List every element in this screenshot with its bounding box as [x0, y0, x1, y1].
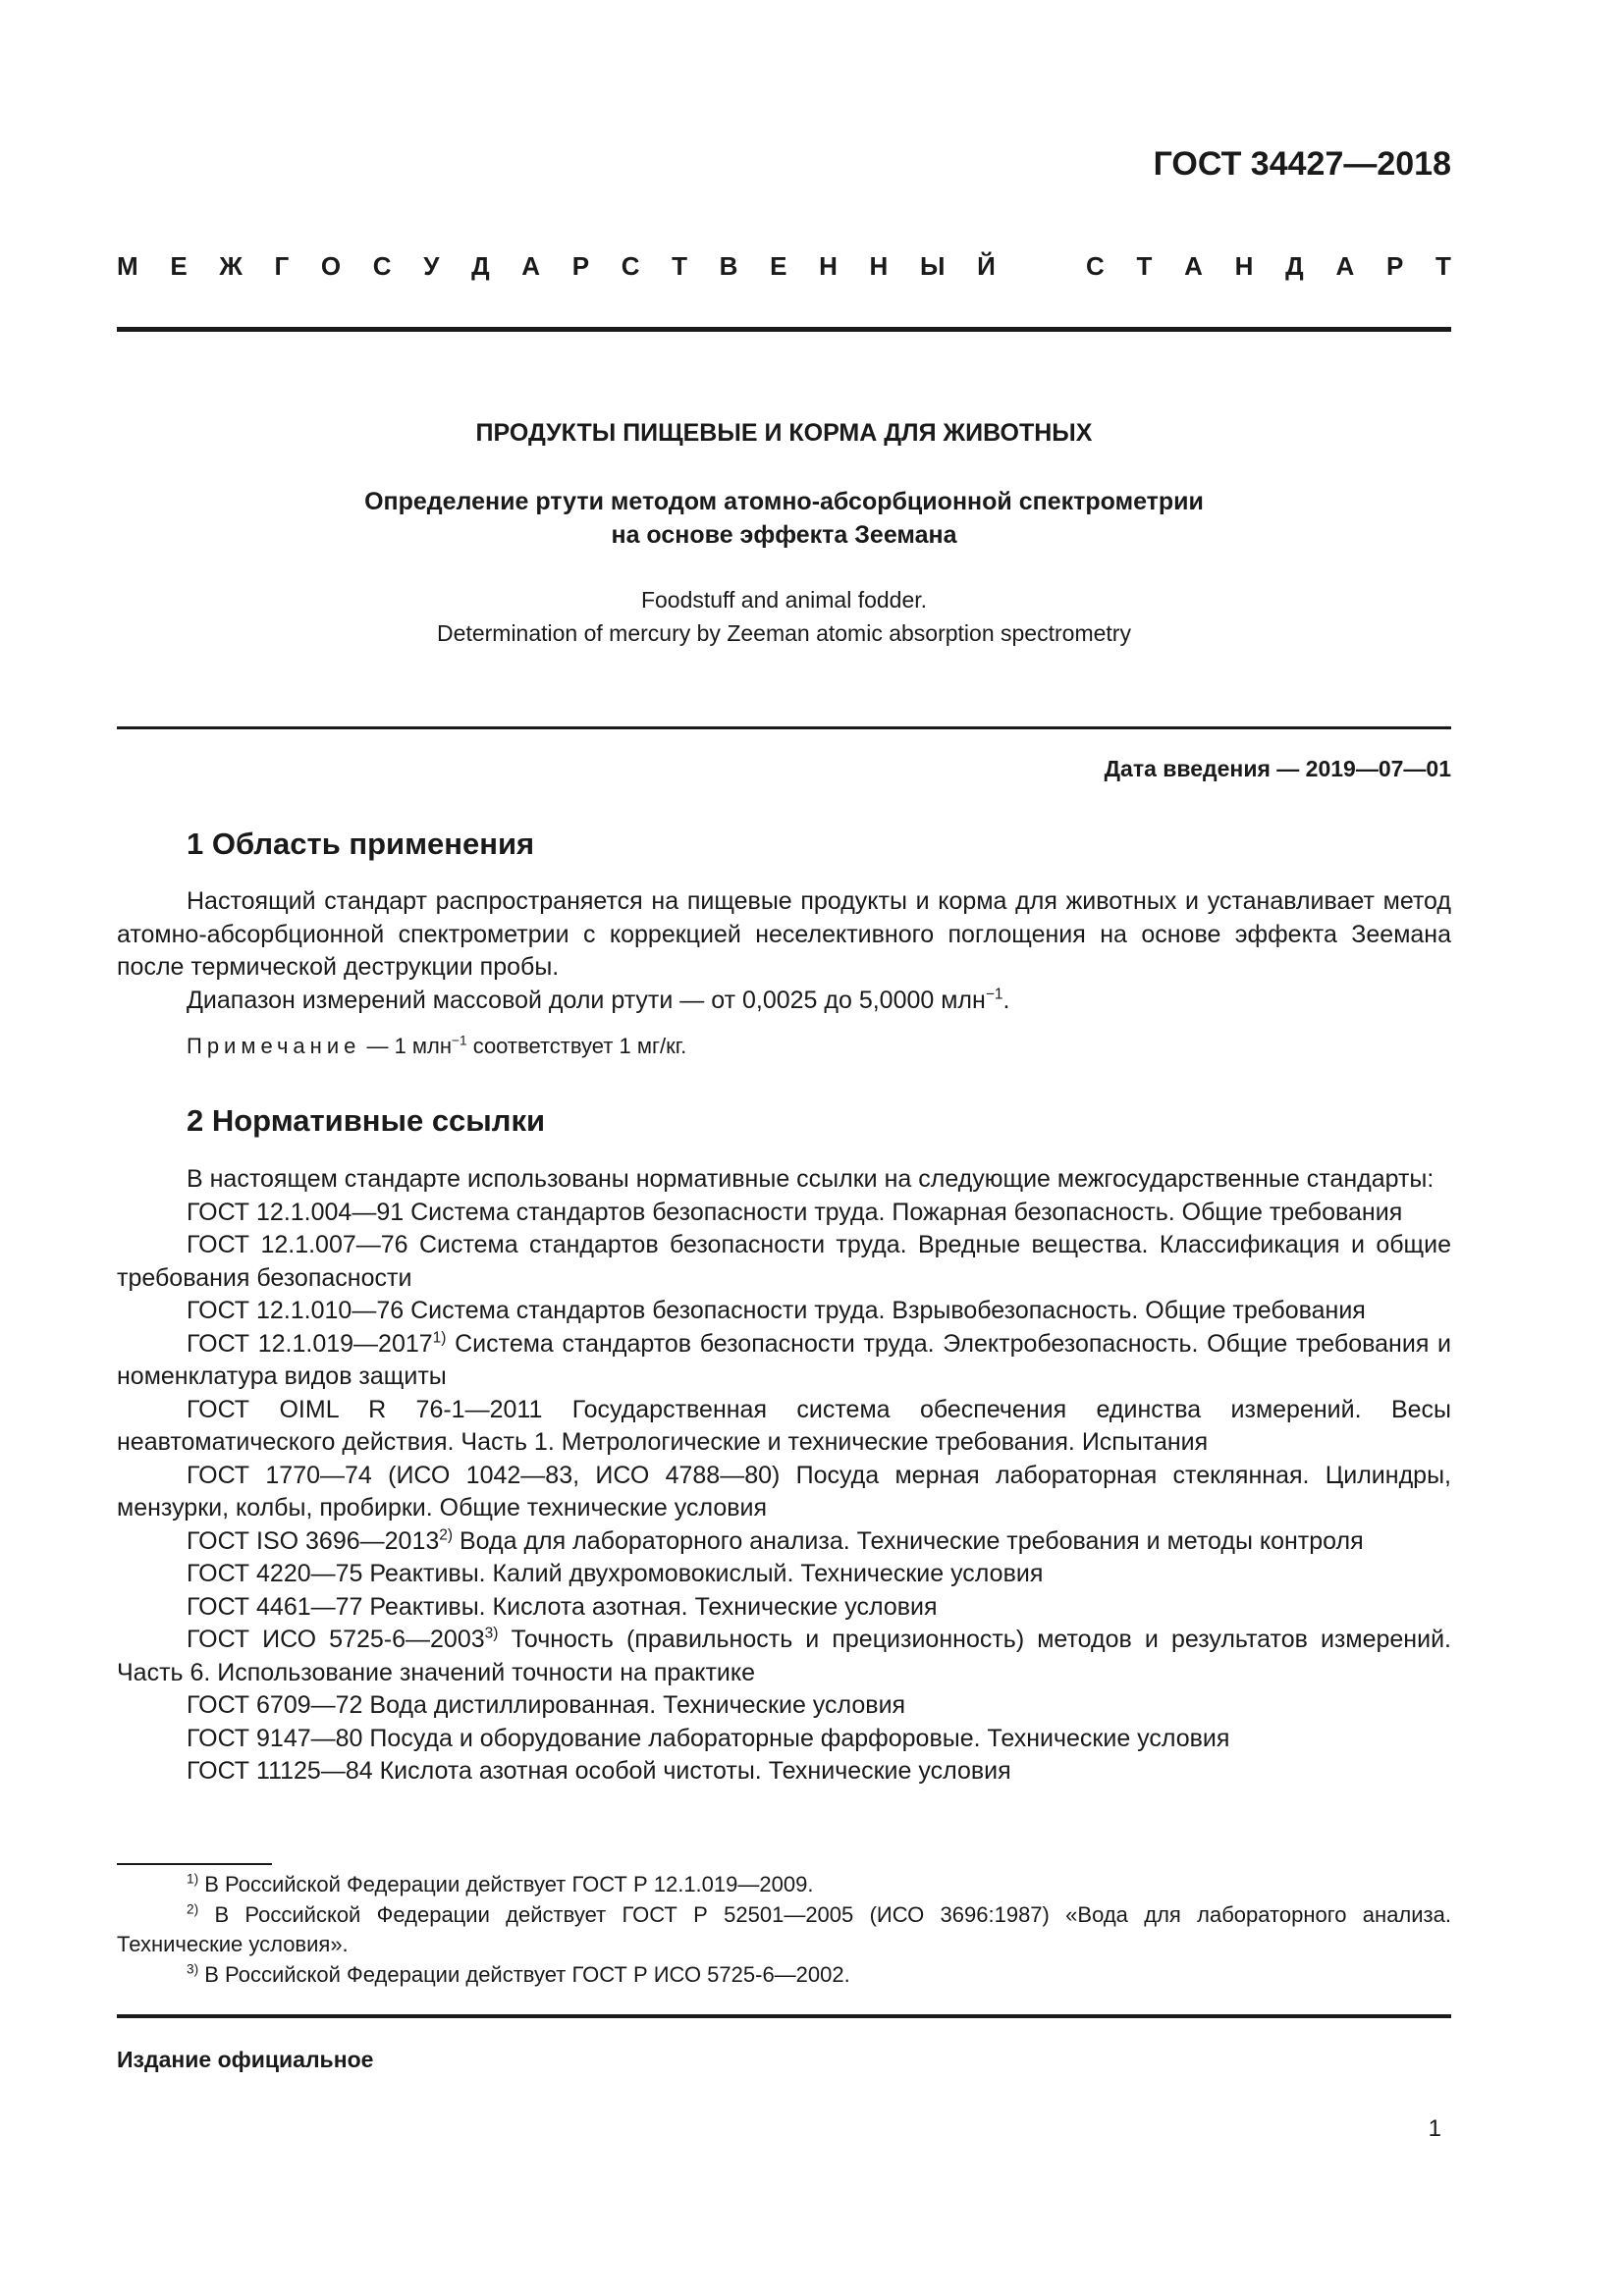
letter: Р	[1385, 251, 1404, 281]
standard-type	[117, 251, 1451, 282]
letter: Н	[869, 251, 889, 281]
reference-item: ГОСТ 12.1.019—2017$^{1)}$ Система стандартов безопасности труда. Электробезопасность. Общие требования и номенклатура видов защиты	[117, 1329, 1451, 1390]
letter: А	[1335, 251, 1355, 281]
english-title-line-2: Determination of mercury by Zeeman atomic absorption spectrometry	[437, 620, 1131, 646]
reference-item: ГОСТ ISO 3696—2013$^{2)}$ Вода для лабораторного анализа. Технические требования и методы контроля	[187, 1526, 1364, 1555]
section-1-paragraph: Настоящий стандарт распространяется на пищевые продукты и корма для животных и устанавливает метод атомно-абсорбционной спектрометрии с коррекцией неселективного поглощения на основе эффекта Зеемана после термической деструкции пробы.	[117, 887, 1451, 981]
footnote-marker: 2)	[439, 1526, 454, 1544]
section-1-body	[117, 885, 1451, 1017]
letter: Р	[571, 251, 590, 281]
title-rule	[117, 726, 1451, 729]
standard-type-word-interstate	[117, 251, 996, 282]
reference-item: ГОСТ 4220—75 Реактивы. Калий двухромовокислый. Технические условия	[187, 1560, 1044, 1587]
letter: Е	[770, 251, 787, 281]
reference-item: ГОСТ 12.1.010—76 Система стандартов безопасности труда. Взрывобезопасность. Общие требования	[187, 1297, 1366, 1324]
letter: Т	[1136, 251, 1153, 281]
footnote-separator	[117, 1863, 272, 1865]
letter: Т	[672, 251, 688, 281]
reference-item: ГОСТ 11125—84 Кислота азотная особой чистоты. Технические условия	[187, 1757, 1011, 1785]
footnote-item: $^{3)}$ В Российской Федерации действует ГОСТ Р ИСО 5725-6—2002.	[187, 1961, 850, 1987]
section-2-intro: В настоящем стандарте использованы нормативные ссылки на следующие межгосударственные стандарты:	[187, 1165, 1435, 1193]
letter: Е	[170, 251, 188, 281]
standard-type-word-standard	[1086, 251, 1451, 282]
reference-item: ГОСТ 12.1.004—91 Система стандартов безопасности труда. Пожарная безопасность. Общие требования	[187, 1198, 1403, 1226]
footnote-marker: 3)	[484, 1625, 499, 1642]
letter: В	[719, 251, 738, 281]
letter: М	[117, 251, 138, 281]
reference-item: ГОСТ OIML R 76-1—2011 Государственная система обеспечения единства измерений. Весы неавтоматического действия. Часть 1. Метрологические и технические требования. Испытания	[117, 1395, 1451, 1456]
reference-item: ГОСТ 1770—74 (ИСО 1042—83, ИСО 4788—80) Посуда мерная лабораторная стеклянная. Цилиндры, мензурки, колбы, пробирки. Общие технические условия	[117, 1461, 1451, 1522]
introduction-date: Дата введения — 2019—07—01	[1104, 756, 1451, 781]
subtitle	[117, 485, 1451, 552]
references-list	[117, 1197, 1451, 1789]
footnote-marker: 2)	[187, 1901, 199, 1917]
footer-rule	[117, 2014, 1451, 2018]
letter: Т	[1435, 251, 1451, 281]
letter: Д	[1285, 251, 1304, 281]
note-label: Примечание	[187, 1034, 361, 1058]
footnote-marker: 3)	[187, 1961, 199, 1977]
section-2-heading: 2 Нормативные ссылки	[187, 1103, 546, 1138]
english-title	[117, 583, 1451, 650]
main-title: ПРОДУКТЫ ПИЩЕВЫЕ И КОРМА ДЛЯ ЖИВОТНЫХ	[475, 419, 1093, 447]
letter: О	[320, 251, 342, 281]
reference-item: ГОСТ 4461—77 Реактивы. Кислота азотная. Технические условия	[187, 1592, 938, 1621]
reference-item: ГОСТ 12.1.007—76 Система стандартов безопасности труда. Вредные вещества. Классификация и общие требования безопасности	[117, 1231, 1451, 1292]
letter: А	[521, 251, 541, 281]
measurement-range: Диапазон измерений массовой доли ртути — от 0,0025 до 5,0000 млн$^{-1}$.	[187, 986, 1010, 1014]
letter: Н	[819, 251, 838, 281]
letter: Г	[274, 251, 290, 281]
subtitle-line-2: на основе эффекта Зеемана	[611, 521, 957, 549]
reference-item: ГОСТ 6709—72 Вода дистиллированная. Технические условия	[187, 1691, 906, 1719]
letter: Д	[471, 251, 490, 281]
header-rule	[117, 327, 1451, 332]
letter: Ж	[219, 251, 243, 281]
letter: Ы	[919, 251, 946, 281]
letter: С	[621, 251, 640, 281]
subtitle-line-1: Определение ртути методом атомно-абсорбционной спектрометрии	[364, 488, 1204, 515]
footnotes	[117, 1870, 1451, 1990]
reference-item: ГОСТ 9147—80 Посуда и оборудование лабораторные фарфоровые. Технические условия	[187, 1724, 1230, 1752]
letter: Н	[1234, 251, 1254, 281]
letter: С	[1086, 251, 1105, 281]
footnote-marker: 1)	[187, 1871, 199, 1887]
section-1-heading: 1 Область применения	[187, 827, 535, 861]
english-title-line-1: Foodstuff and animal fodder.	[640, 587, 928, 613]
letter: У	[423, 251, 440, 281]
document-code: ГОСТ 34427—2018	[1153, 145, 1451, 183]
letter: Й	[977, 251, 996, 281]
page-number: 1	[1428, 2115, 1441, 2142]
footnote-marker: 1)	[432, 1329, 447, 1347]
letter: С	[372, 251, 392, 281]
note: Примечание — 1 млн$^{-1}$ соответствует 1 мг/кг.	[187, 1033, 687, 1058]
letter: А	[1184, 251, 1203, 281]
section-2-body	[117, 1163, 1451, 1789]
footnote-item: $^{2)}$ В Российской Федерации действует ГОСТ Р 52501—2005 (ИСО 3696:1987) «Вода для лабораторного анализа. Технические условия».	[117, 1901, 1451, 1956]
footnote-item: $^{1)}$ В Российской Федерации действует ГОСТ Р 12.1.019—2009.	[187, 1871, 814, 1896]
reference-item: ГОСТ ИСО 5725-6—2003$^{3)}$ Точность (правильность и прецизионность) методов и результатов измерений. Часть 6. Использование значений точности на практике	[117, 1625, 1451, 1686]
edition-label: Издание официальное	[117, 2047, 374, 2072]
